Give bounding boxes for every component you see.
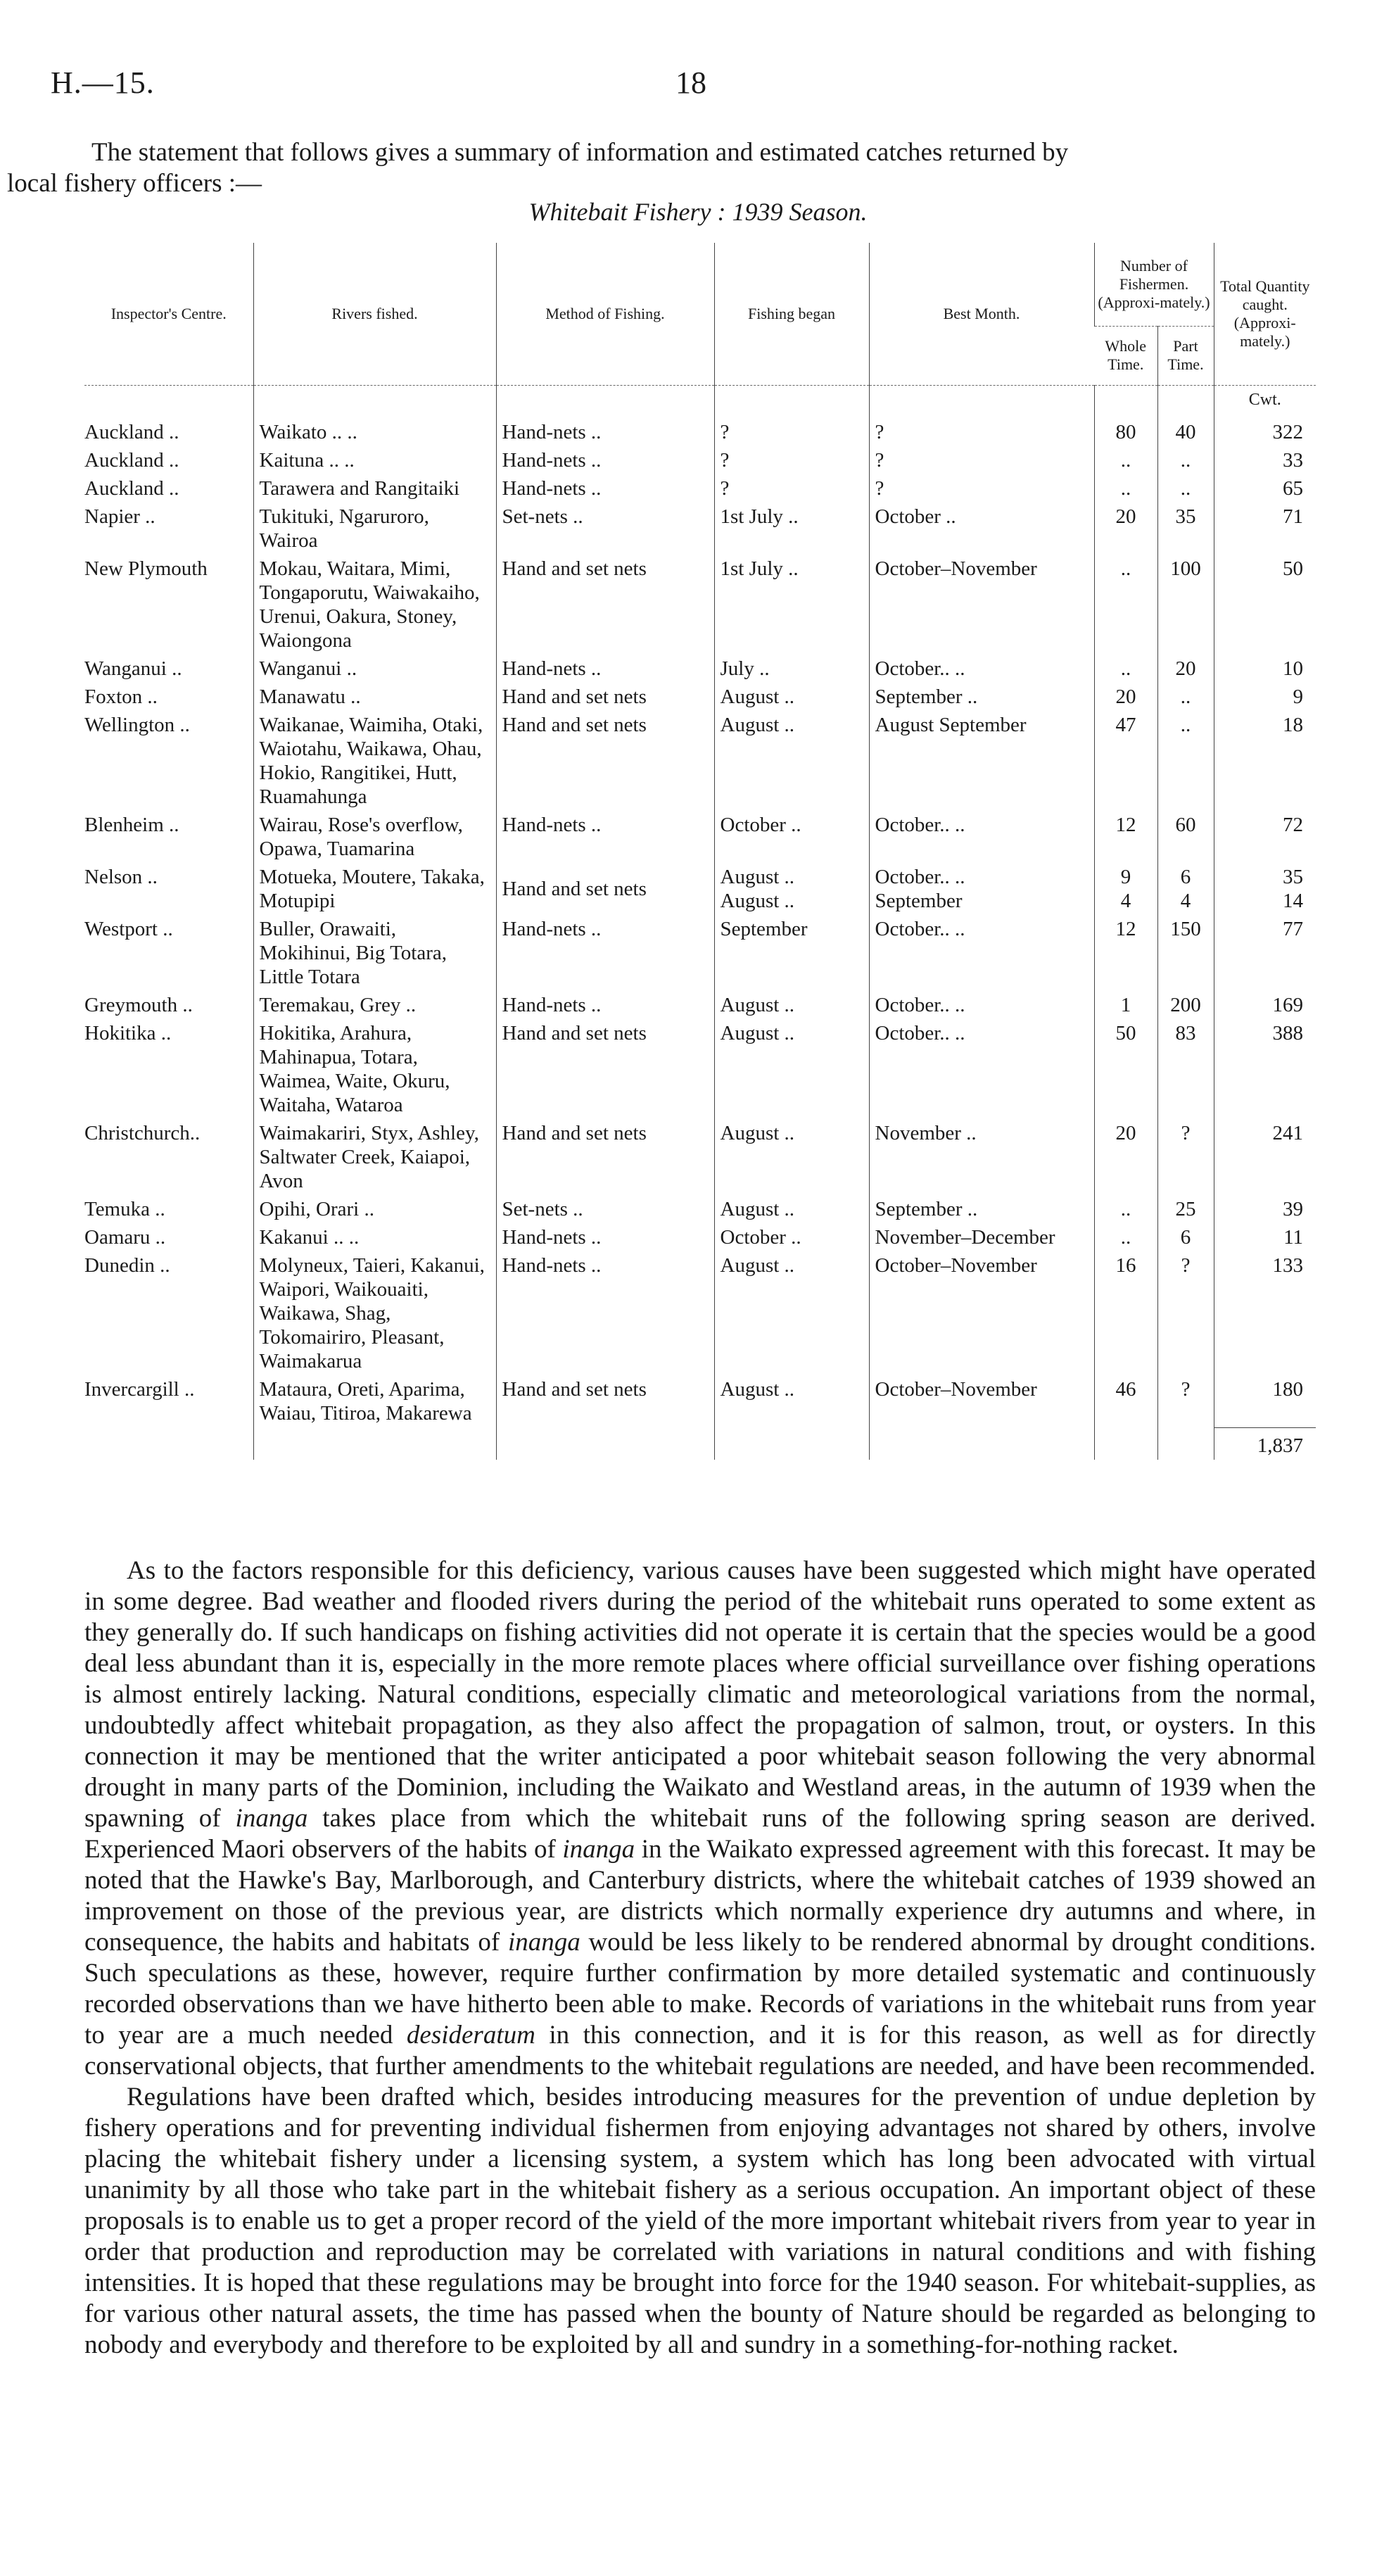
cell-rivers: Waikanae, Waimiha, Otaki, Waiotahu, Waikawa, Ohau, Hokio, Rangitikei, Hutt, Ruamahunga [253,711,496,811]
p1-term-inanga-1: inanga [235,1804,308,1833]
cell-centre: Wellington .. [84,714,190,736]
cell-began: ? [714,474,869,503]
table-row [84,446,1316,474]
cell-part: ? [1157,1375,1214,1427]
cell-part: 40 [1157,418,1214,446]
table-row [84,555,1316,655]
cell-centre: Greymouth .. [84,994,193,1016]
grand-total: 1,837 [1214,1427,1316,1460]
cell-centre: Christchurch.. [84,1122,201,1144]
cell-centre: Oamaru .. [84,1226,166,1249]
whitebait-table [84,243,1316,1460]
cell-total: 11 [1214,1223,1316,1251]
p1-part-b: takes place from which the whitebait runs of the following spring season are derived. Experienced Maori observers of the habits of [84,1804,1316,1864]
cell-began: August .. [714,1375,869,1427]
cell-began: August .. [714,1019,869,1119]
table-row [84,1195,1316,1223]
table-row [84,991,1316,1019]
cell-began: October .. [714,1223,869,1251]
table-row [84,1119,1316,1195]
cell-rivers: Tarawera and Rangitaiki [253,474,496,503]
cell-centre: Auckland .. [84,449,179,472]
report-code: H.—15. [51,65,155,100]
cell-whole: 20 [1094,683,1157,711]
cell-best: August September [869,711,1094,811]
cell-total: 50 [1214,555,1316,655]
empty-cell [1094,1427,1157,1460]
cell-best: October–November [869,555,1094,655]
intro-line-1: The statement that follows gives a summary of information and estimated catches returned by [91,138,1069,167]
cell-total: 180 [1214,1375,1316,1427]
cell-method: Set-nets .. [496,503,714,555]
cell-rivers: Kakanui .. .. [253,1223,496,1251]
cell-best-1: October.. .. [875,866,965,888]
cell-best: September .. [869,683,1094,711]
cell-centre: Hokitika .. [84,1022,172,1044]
cell-rivers: Waikato .. .. [253,418,496,446]
cell-centre: Nelson .. [84,866,158,888]
p1-part-a: As to the factors responsible for this deficiency, various causes have been suggested which might have operated in some degree. Bad weather and flooded rivers during the period of the whitebait runs operated to some extent as they generally do. If such handicaps on fishing activities did not operate it is certain that the species would be a good deal less abundant than it is, especially in the more remote places where official surveillance over fishing operations is almost entirely lacking. Natural conditions, especially climatic and meteorological variations from the normal, undoubtedly affect whitebait propagation, as they also affect the propagation of salmon, trout, or oysters. In this connection it may be mentioned that the writer anticipated a poor whitebait season following the very abnormal drought in many parts of the Dominion, including the Waikato and Westland areas, in the autumn of 1939 when the spawning of [84,1556,1316,1833]
empty-cell [84,1427,253,1460]
table-row [84,474,1316,503]
cell-method: Hand and set nets [496,1119,714,1195]
cell-began: October .. [714,811,869,863]
cell-began: August .. [714,1195,869,1223]
cell-method: Hand and set nets [496,1019,714,1119]
table-row [84,655,1316,683]
table-title: Whitebait Fishery : 1939 Season. [528,198,868,226]
cell-part: 150 [1157,915,1214,991]
cell-method: Hand-nets .. [496,446,714,474]
intro-line-2: local fishery officers :— [7,169,262,198]
cell-whole: 12 [1094,811,1157,863]
cell-centre: Westport .. [84,918,173,940]
cell-whole: .. [1094,555,1157,655]
cell-began: August .. [714,683,869,711]
cell-centre: Auckland .. [84,477,179,500]
cell-began-2: August .. [720,890,795,912]
col-header-method: Method of Fishing. [496,243,714,386]
table-row [84,863,1316,915]
cell-total: 322 [1214,418,1316,446]
cell-method: Set-nets .. [496,1195,714,1223]
empty-cell [1157,1427,1214,1460]
cell-total: 133 [1214,1251,1316,1375]
cell-began: 1st July .. [714,555,869,655]
paragraph-1 [84,1555,1316,2082]
col-header-part: Part Time. [1157,326,1214,385]
table-row [84,503,1316,555]
cell-method: Hand-nets .. [496,474,714,503]
cell-centre: Napier .. [84,505,156,528]
cell-centre: New Plymouth [84,557,208,580]
cell-part: 25 [1157,1195,1214,1223]
cell-centre: Auckland .. [84,421,179,443]
cell-began: ? [714,418,869,446]
cell-best: ? [869,418,1094,446]
cell-began: September [714,915,869,991]
cell-centre: Blenheim .. [84,814,179,836]
cell-total [1214,863,1316,915]
empty-cell [869,1427,1094,1460]
table-row [84,1019,1316,1119]
table-row [84,683,1316,711]
table-row [84,1375,1316,1427]
cell-began [714,863,869,915]
cell-total: 388 [1214,1019,1316,1119]
cell-whole: 47 [1094,711,1157,811]
cell-began: July .. [714,655,869,683]
cell-centre: Temuka .. [84,1198,165,1220]
col-header-total: Total Quantity caught. (Approxi-mately.) [1214,243,1316,386]
col-header-began: Fishing began [714,243,869,386]
table-row [84,915,1316,991]
cell-part: .. [1157,711,1214,811]
cell-whole: 80 [1094,418,1157,446]
table-row [84,1251,1316,1375]
cell-rivers: Buller, Orawaiti, Mokihinui, Big Totara, Little Totara [253,915,496,991]
empty-cell [253,1427,496,1460]
p1-term-desideratum: desideratum [406,2021,535,2050]
cell-total: 71 [1214,503,1316,555]
cell-method: Hand and set nets [496,683,714,711]
cell-total-1: 35 [1283,866,1304,888]
cell-best-2: September [875,890,963,912]
cell-best: ? [869,446,1094,474]
cell-rivers: Waimakariri, Styx, Ashley, Saltwater Creek, Kaiapoi, Avon [253,1119,496,1195]
cell-whole: .. [1094,655,1157,683]
cell-best: October–November [869,1251,1094,1375]
cell-centre: Foxton .. [84,686,158,708]
cell-began: 1st July .. [714,503,869,555]
cell-whole-2: 4 [1120,890,1131,912]
cell-best: October.. .. [869,915,1094,991]
p1-term-inanga-2: inanga [562,1835,635,1864]
col-header-fishermen: Number of Fishermen. (Approxi-mately.) [1094,243,1214,326]
cell-method: Hand-nets .. [496,811,714,863]
cell-rivers: Wairau, Rose's overflow, Opawa, Tuamarina [253,811,496,863]
cell-began: August .. [714,1251,869,1375]
empty-cell [714,1427,869,1460]
cell-whole: 46 [1094,1375,1157,1427]
cell-best: October.. .. [869,655,1094,683]
table-row [84,811,1316,863]
col-header-best: Best Month. [869,243,1094,386]
cell-rivers: Kaituna .. .. [253,446,496,474]
table-row [84,418,1316,446]
cell-whole: .. [1094,474,1157,503]
cell-total: 18 [1214,711,1316,811]
cell-total: 10 [1214,655,1316,683]
cell-method: Hand and set nets [496,711,714,811]
cell-part: 60 [1157,811,1214,863]
cell-began-1: August .. [720,866,795,888]
cell-method: Hand-nets .. [496,915,714,991]
cell-began: August .. [714,991,869,1019]
cell-total: 241 [1214,1119,1316,1195]
cell-best: September .. [869,1195,1094,1223]
table-row [84,711,1316,811]
cell-method: Hand-nets .. [496,991,714,1019]
unit-label: Cwt. [1214,386,1316,419]
cell-rivers: Mataura, Oreti, Aparima, Waiau, Titiroa, Makarewa [253,1375,496,1427]
cell-best: October.. .. [869,991,1094,1019]
cell-rivers: Opihi, Orari .. [253,1195,496,1223]
p1-term-inanga-3: inanga [507,1928,580,1957]
intro-paragraph [7,137,1316,199]
cell-part-1: 6 [1180,866,1191,888]
cell-method: Hand-nets .. [496,1251,714,1375]
cell-whole: .. [1094,1195,1157,1223]
cell-part: ? [1157,1251,1214,1375]
cell-method: Hand-nets .. [496,1223,714,1251]
cell-part: 83 [1157,1019,1214,1119]
cell-rivers: Hokitika, Arahura, Mahinapua, Totara, Waimea, Waite, Okuru, Waitaha, Wataroa [253,1019,496,1119]
p1-part-c: in the Waikato expressed agreement with this forecast. It may be noted that the Hawke's Bay, Marlborough, and Canterbury districts, where the whitebait catches of 1939 showed an improvement on those of the previous year, are districts which normally experience dry autumns and where, in consequence, the habits and habitats of [84,1835,1316,1957]
p1-part-d: would be less likely to be rendered abnormal by drought conditions. Such speculations as these, however, require further confirmation by more detailed systematic and continuously recorded observations than we have hitherto been able to make. Records of variations in the whitebait runs from year to year are a much needed [84,1928,1316,2050]
cell-method: Hand and set nets [496,555,714,655]
cell-rivers: Teremakau, Grey .. [253,991,496,1019]
cell-best: October.. .. [869,811,1094,863]
cell-best: October .. [869,503,1094,555]
cell-method: Hand-nets .. [496,655,714,683]
cell-whole [1094,863,1157,915]
cell-whole: 12 [1094,915,1157,991]
cell-centre: Invercargill .. [84,1378,195,1401]
cell-part: 6 [1157,1223,1214,1251]
table-row [84,1223,1316,1251]
cell-total-2: 14 [1283,890,1304,912]
cell-part [1157,863,1214,915]
cell-best: October.. .. [869,1019,1094,1119]
cell-part: 20 [1157,655,1214,683]
cell-total: 169 [1214,991,1316,1019]
cell-total: 39 [1214,1195,1316,1223]
cell-rivers: Motueka, Moutere, Takaka, Motupipi [253,863,496,915]
cell-whole: .. [1094,446,1157,474]
cell-rivers: Mokau, Waitara, Mimi, Tongaporutu, Waiwakaiho, Urenui, Oakura, Stoney, Waiongona [253,555,496,655]
cell-best: ? [869,474,1094,503]
cell-rivers: Wanganui .. [253,655,496,683]
cell-part: 100 [1157,555,1214,655]
empty-cell [496,1427,714,1460]
cell-began: ? [714,446,869,474]
cell-part: .. [1157,446,1214,474]
cell-centre: Wanganui .. [84,657,182,680]
cell-rivers: Manawatu .. [253,683,496,711]
cell-part: 35 [1157,503,1214,555]
cell-rivers: Molyneux, Taieri, Kakanui, Waipori, Waikouaiti, Waikawa, Shag, Tokomairiro, Pleasant, Waimakarua [253,1251,496,1375]
cell-part: ? [1157,1119,1214,1195]
cell-total: 33 [1214,446,1316,474]
cell-whole-1: 9 [1120,866,1131,888]
cell-total: 9 [1214,683,1316,711]
paragraph-2: Regulations have been drafted which, besides introducing measures for the prevention of undue depletion by fishery operations and for preventing individual fishermen from enjoying advantages not shared by others, involve placing the whitebait fishery under a licensing system, a system which has long been advocated with virtual unanimity by all those who take part in the whitebait fishery as a serious occupation. An important object of these proposals is to enable us to get a proper record of the yield of the more important whitebait rivers from year to year in order that production and reproduction may be correlated with variations in natural conditions and with fishing intensities. It is hoped that these regulations may be brought into force for the 1940 season. For whitebait-supplies, as for various other natural assets, the time has passed when the bounty of Nature should be regarded as belonging to nobody and everybody and therefore to be exploited by all and sundry in a something-for-nothing racket. [84,2083,1316,2359]
p1-part-e: in this connection, and it is for this reason, as well as for directly conservational objects, that further amendments to the whitebait regulations are needed, and have been recommended. [84,2021,1316,2081]
total-row [84,1427,1316,1460]
cell-total: 65 [1214,474,1316,503]
cell-began: August .. [714,1119,869,1195]
cell-whole: 1 [1094,991,1157,1019]
cell-method: Hand and set nets [496,863,714,915]
cell-whole: 50 [1094,1019,1157,1119]
col-header-whole: Whole Time. [1105,337,1147,374]
col-header-rivers: Rivers fished. [253,243,496,386]
cell-whole: 20 [1094,1119,1157,1195]
cell-method: Hand and set nets [496,1375,714,1427]
page-number: 18 [675,65,706,100]
cell-whole: .. [1094,1223,1157,1251]
cell-began: August .. [714,711,869,811]
cell-best: October–November [869,1375,1094,1427]
col-header-centre: Inspector's Centre. [110,305,227,322]
cell-rivers: Tukituki, Ngaruroro, Wairoa [253,503,496,555]
body-text [84,1555,1316,2361]
cell-part: .. [1157,683,1214,711]
cell-whole: 16 [1094,1251,1157,1375]
cell-part-2: 4 [1180,890,1191,912]
cell-best: November .. [869,1119,1094,1195]
cell-part: 200 [1157,991,1214,1019]
cell-centre: Dunedin .. [84,1254,170,1277]
cell-method: Hand-nets .. [496,418,714,446]
cell-part: .. [1157,474,1214,503]
cell-whole: 20 [1094,503,1157,555]
cell-total: 77 [1214,915,1316,991]
cell-total: 72 [1214,811,1316,863]
cell-best [869,863,1094,915]
cell-best: November–December [869,1223,1094,1251]
